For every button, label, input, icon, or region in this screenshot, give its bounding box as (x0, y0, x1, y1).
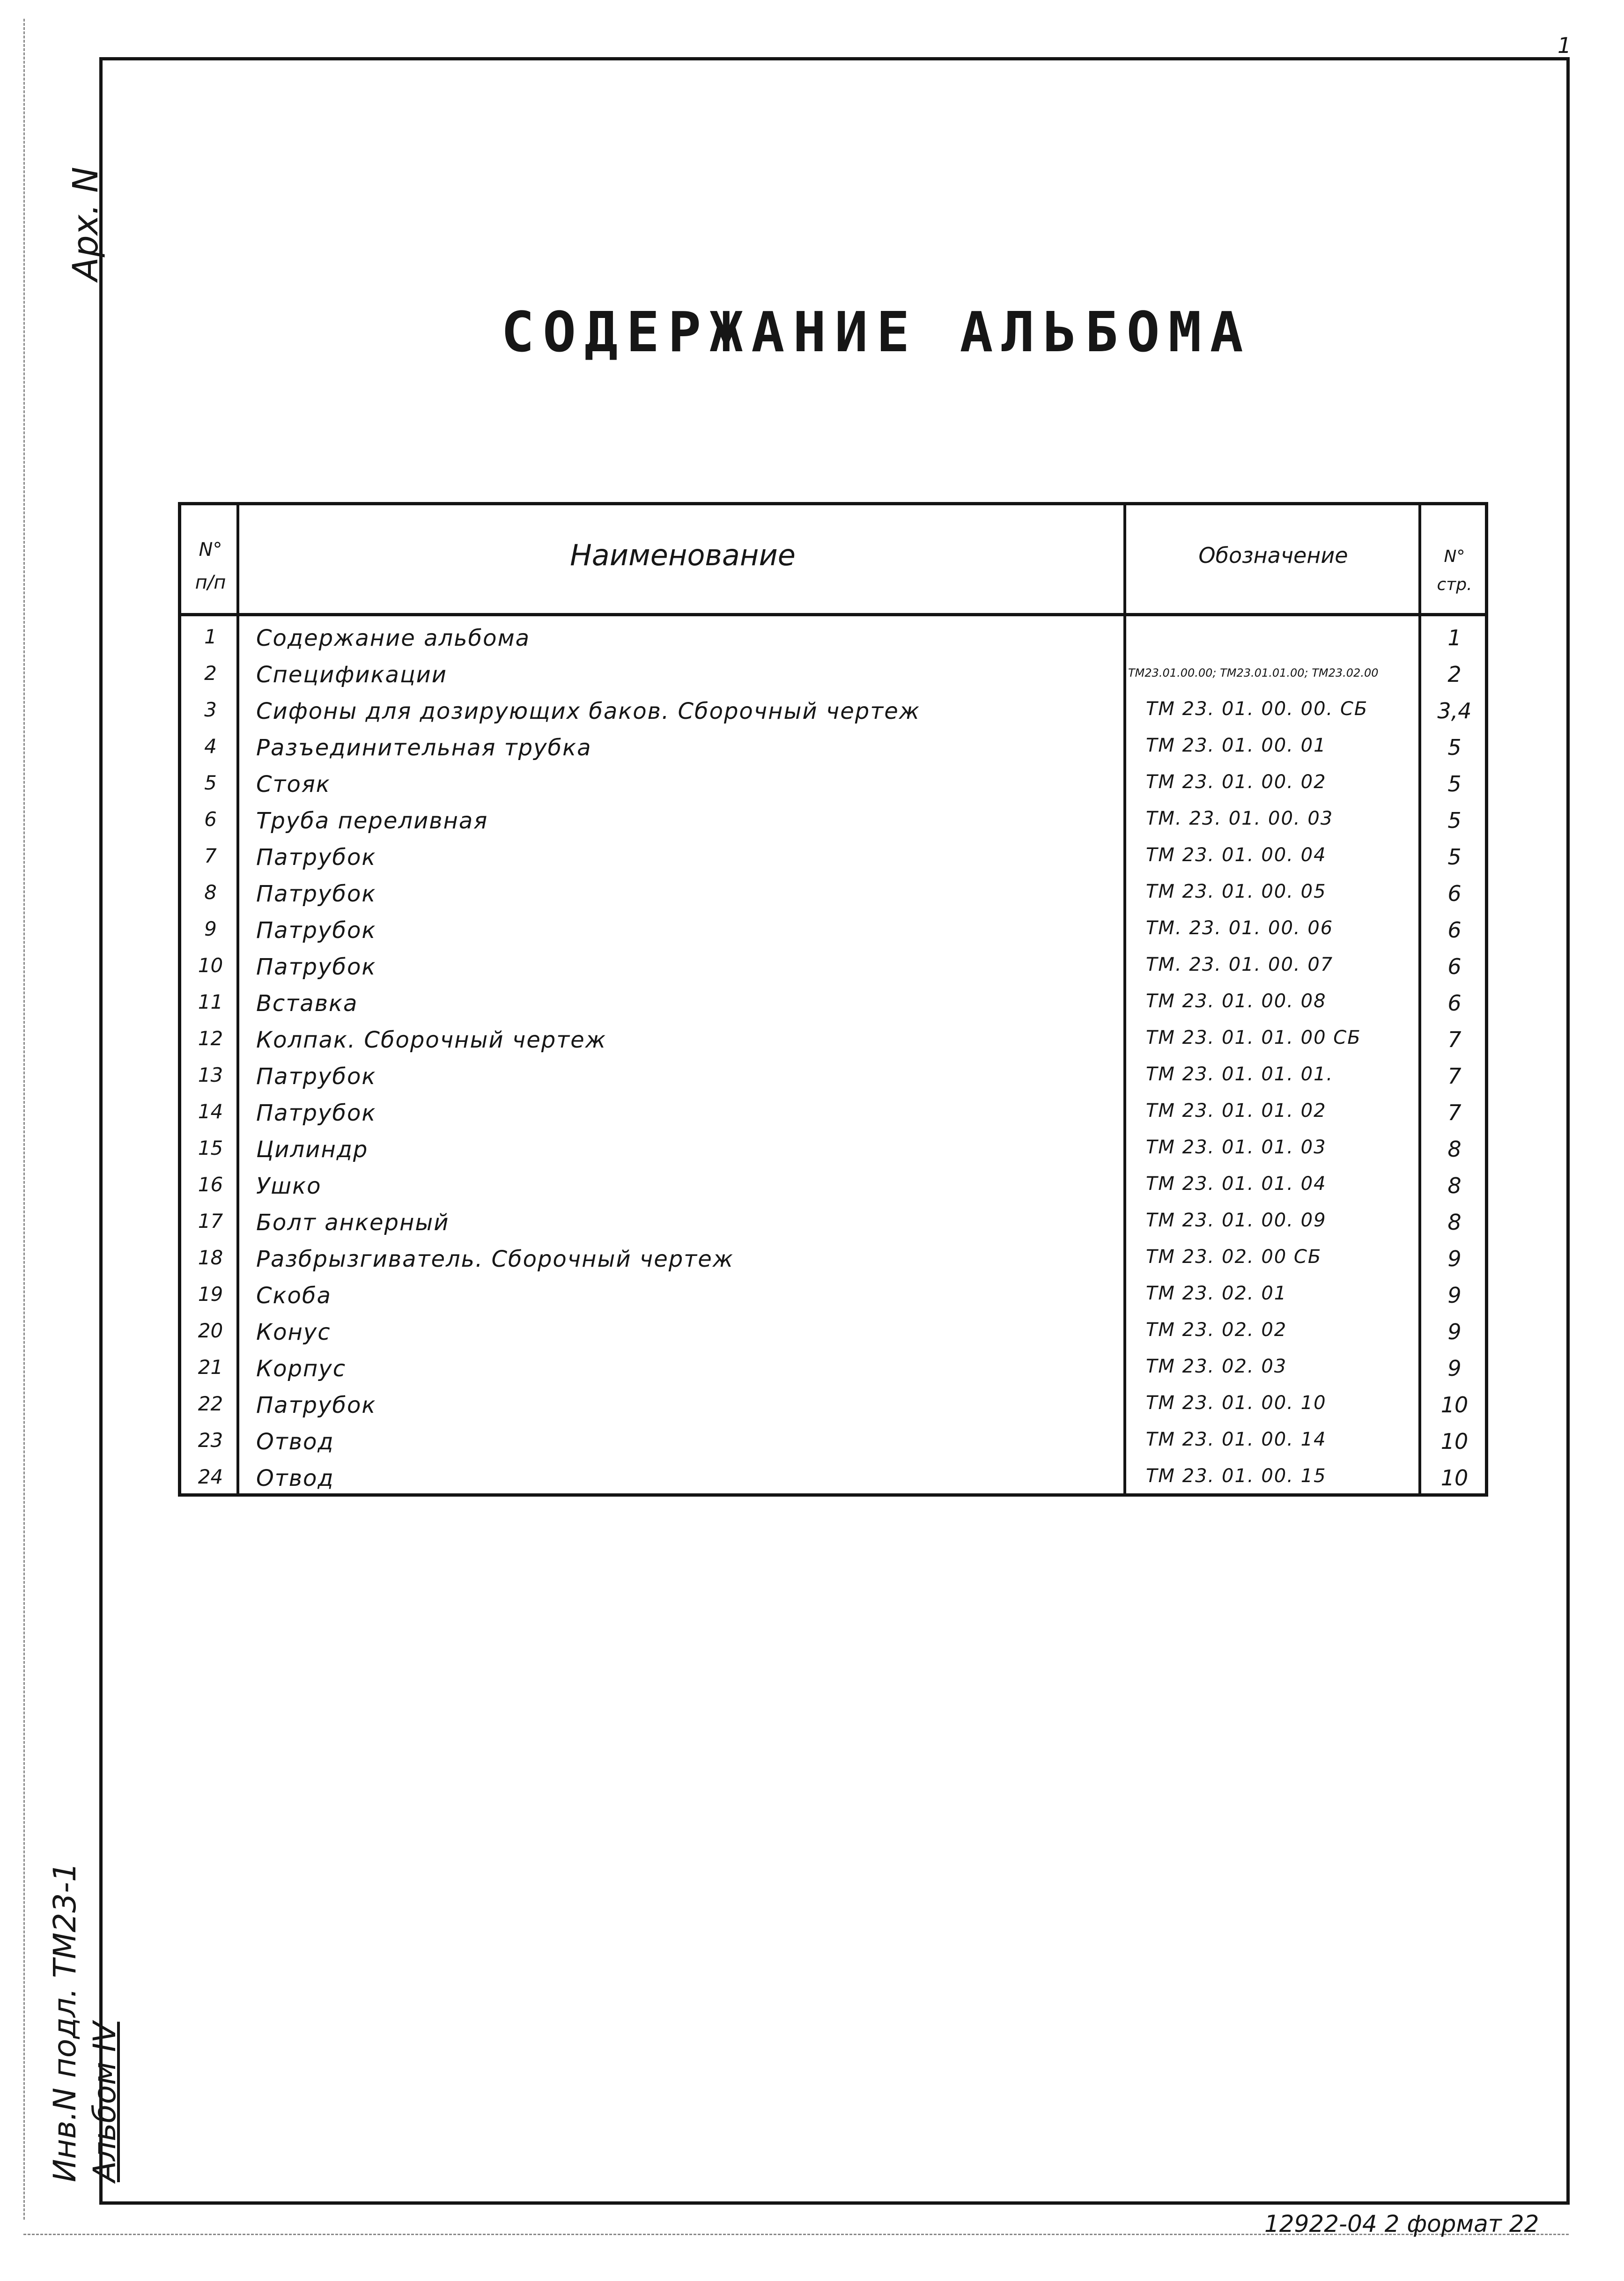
table-row (181, 910, 1485, 946)
row-page: 8 (1447, 1173, 1462, 1198)
row-designation: ТМ 23. 02. 01 (1146, 1283, 1287, 1304)
row-name: Разъединительная трубка (256, 735, 592, 761)
row-designation: ТМ23.01.00.00; ТМ23.01.01.00; ТМ23.02.00 (1128, 666, 1379, 679)
row-page: 6 (1447, 917, 1462, 943)
row-name: Разбрызгиватель. Сборочный чертеж (256, 1246, 734, 1272)
table-row (181, 1019, 1485, 1056)
row-number: 8 (204, 881, 217, 904)
row-name: Болт анкерный (256, 1210, 450, 1236)
header-divider (181, 613, 1485, 616)
table-row (181, 946, 1485, 983)
row-number: 24 (198, 1465, 223, 1488)
row-name: Отвод (256, 1429, 334, 1455)
table-row (181, 1093, 1485, 1129)
row-name: Патрубок (256, 844, 376, 871)
page-title: СОДЕРЖАНИЕ АЛЬБОМА (501, 300, 1252, 364)
header-page (1421, 543, 1488, 599)
table-row (181, 1385, 1485, 1421)
row-page: 5 (1447, 771, 1462, 797)
page-number: 1 (1558, 33, 1572, 58)
header-page-line1: N° (1444, 547, 1465, 566)
header-number (181, 533, 240, 599)
row-page: 9 (1447, 1246, 1462, 1271)
row-designation: ТМ 23. 01. 00. 05 (1146, 881, 1327, 902)
row-designation: ТМ 23. 02. 03 (1146, 1356, 1287, 1377)
header-number-line1: N° (199, 539, 222, 561)
row-page: 6 (1447, 881, 1462, 906)
album-label: Альбом IV (87, 2022, 123, 2182)
row-designation: ТМ 23. 01. 00. 04 (1146, 844, 1327, 866)
row-page: 9 (1447, 1356, 1462, 1381)
row-number: 14 (198, 1100, 223, 1123)
table-body (181, 618, 1485, 1494)
row-number: 17 (198, 1210, 223, 1233)
row-name: Стояк (256, 771, 331, 797)
row-name: Ушко (256, 1173, 322, 1199)
table-row (181, 1166, 1485, 1202)
row-designation: ТМ 23. 01. 00. 02 (1146, 771, 1327, 793)
row-number: 19 (198, 1283, 223, 1306)
table-row (181, 873, 1485, 910)
row-page: 10 (1440, 1392, 1469, 1417)
table-row (181, 654, 1485, 691)
row-page: 7 (1447, 1027, 1462, 1052)
row-name: Патрубок (256, 881, 376, 907)
table-row (181, 1312, 1485, 1348)
header-designation: Обозначение (1198, 543, 1348, 568)
row-number: 20 (198, 1319, 223, 1342)
header-number-line2: п/п (195, 572, 226, 593)
row-designation: ТМ. 23. 01. 00. 07 (1146, 954, 1334, 975)
table-row (181, 1275, 1485, 1312)
table-row (181, 837, 1485, 873)
table-row (181, 1129, 1485, 1166)
table-row (181, 691, 1485, 727)
row-number: 5 (204, 771, 217, 794)
row-page: 2 (1447, 662, 1462, 687)
footer-stamp: 12922-04 2 формат 22 (1264, 2210, 1539, 2237)
row-designation: ТМ 23. 01. 01. 01. (1146, 1063, 1334, 1085)
row-number: 11 (198, 990, 223, 1013)
row-name: Скоба (256, 1283, 332, 1309)
row-designation: ТМ 23. 01. 00. 15 (1146, 1465, 1327, 1487)
row-name: Спецификации (256, 662, 447, 688)
header-page-line2: стр. (1437, 575, 1472, 594)
row-designation: ТМ. 23. 01. 00. 06 (1146, 917, 1334, 939)
row-name: Труба переливная (256, 808, 488, 834)
row-name: Отвод (256, 1465, 334, 1491)
table-row (181, 618, 1485, 654)
row-name: Корпус (256, 1356, 347, 1382)
row-designation: ТМ 23. 01. 00. 08 (1146, 990, 1327, 1012)
row-page: 7 (1447, 1100, 1462, 1125)
row-number: 2 (204, 662, 217, 685)
row-designation: ТМ. 23. 01. 00. 03 (1146, 808, 1334, 829)
row-page: 1 (1447, 625, 1462, 650)
row-designation: ТМ 23. 02. 02 (1146, 1319, 1287, 1341)
table-row (181, 1202, 1485, 1239)
row-name: Колпак. Сборочный чертеж (256, 1027, 606, 1053)
row-page: 9 (1447, 1283, 1462, 1308)
row-number: 12 (198, 1027, 223, 1050)
row-designation: ТМ 23. 01. 01. 04 (1146, 1173, 1327, 1195)
inventory-label: Инв.N подл. ТМ23-1 (47, 1862, 83, 2182)
table-row (181, 1421, 1485, 1458)
row-page: 3,4 (1437, 698, 1472, 723)
row-page: 6 (1447, 990, 1462, 1016)
table-row (181, 983, 1485, 1019)
row-name: Патрубок (256, 917, 376, 944)
row-name: Цилиндр (256, 1137, 369, 1163)
row-name: Патрубок (256, 1392, 376, 1418)
row-designation: ТМ 23. 01. 00. 10 (1146, 1392, 1327, 1414)
row-page: 5 (1447, 808, 1462, 833)
row-number: 13 (198, 1063, 223, 1086)
row-page: 10 (1440, 1429, 1469, 1454)
row-number: 21 (198, 1356, 223, 1379)
table-row (181, 1239, 1485, 1275)
row-name: Патрубок (256, 1100, 376, 1126)
row-page: 9 (1447, 1319, 1462, 1344)
contents-table (178, 502, 1488, 1497)
row-designation: ТМ 23. 01. 00. 00. СБ (1146, 698, 1368, 720)
row-designation: ТМ 23. 01. 01. 03 (1146, 1137, 1327, 1158)
row-designation: ТМ 23. 01. 01. 02 (1146, 1100, 1327, 1122)
row-page: 5 (1447, 844, 1462, 870)
row-number: 22 (198, 1392, 223, 1415)
header-name: Наименование (570, 538, 796, 572)
row-number: 4 (204, 735, 217, 758)
row-number: 7 (204, 844, 217, 867)
row-name: Конус (256, 1319, 331, 1345)
row-name: Вставка (256, 990, 358, 1017)
table-row (181, 1348, 1485, 1385)
table-row (181, 1458, 1485, 1494)
row-number: 15 (198, 1137, 223, 1159)
sheet-left-edge (23, 19, 25, 2220)
row-designation: ТМ 23. 02. 00 СБ (1146, 1246, 1322, 1268)
table-row (181, 764, 1485, 800)
row-number: 16 (198, 1173, 223, 1196)
row-page: 7 (1447, 1063, 1462, 1089)
table-row (181, 727, 1485, 764)
row-page: 6 (1447, 954, 1462, 979)
row-designation: ТМ 23. 01. 01. 00 СБ (1146, 1027, 1361, 1048)
row-page: 10 (1440, 1465, 1469, 1491)
row-number: 6 (204, 808, 217, 831)
row-name: Патрубок (256, 954, 376, 980)
row-designation: ТМ 23. 01. 00. 09 (1146, 1210, 1327, 1231)
row-name: Патрубок (256, 1063, 376, 1090)
row-number: 9 (204, 917, 217, 940)
row-number: 10 (198, 954, 223, 977)
row-page: 8 (1447, 1137, 1462, 1162)
row-number: 18 (198, 1246, 223, 1269)
row-name: Сифоны для дозирующих баков. Сборочный чертеж (256, 698, 920, 724)
row-name: Содержание альбома (256, 625, 531, 651)
row-designation: ТМ 23. 01. 00. 01 (1146, 735, 1327, 756)
row-page: 5 (1447, 735, 1462, 760)
row-number: 3 (204, 698, 217, 721)
row-number: 23 (198, 1429, 223, 1452)
row-designation: ТМ 23. 01. 00. 14 (1146, 1429, 1327, 1450)
row-number: 1 (204, 625, 217, 648)
table-row (181, 800, 1485, 837)
archive-label: Арх. N (66, 167, 106, 281)
table-row (181, 1056, 1485, 1093)
row-page: 8 (1447, 1210, 1462, 1235)
